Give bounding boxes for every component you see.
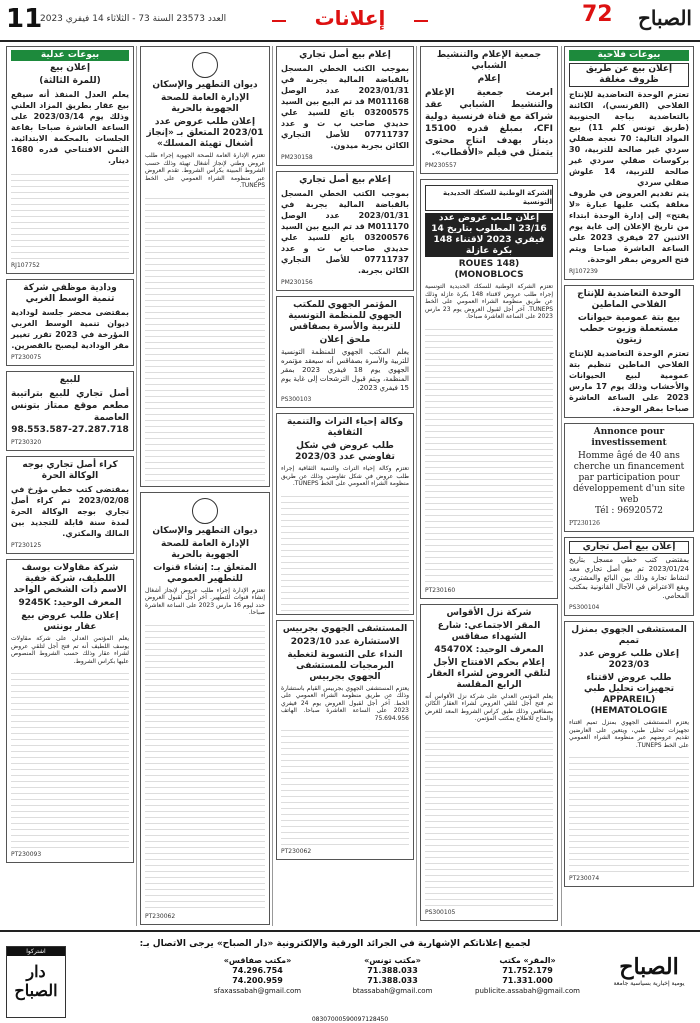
- ad-body: يتم تقديم العروض في ظروف مغلقة يكتب عليها عبارة «لا يفتح» إلى إدارة الوحدة ابتداء من تاريخ الإعلان إلى غاية يوم الاثنين 27 فيفري 2023 على الساعة العاشرة صباحا ويتم فتح العروض بمقر الوحدة.: [569, 189, 689, 264]
- ad-body: بمقتضى كتب خطي مؤرخ في 2023/02/08 تم كراء أصل تجاري بوجه الوكالة الحرة لمدة سنة قابلة للتجديد بين المالك والمكتري.: [11, 485, 129, 538]
- office-phone: 71.752.179: [502, 966, 553, 975]
- column-1: [564, 46, 694, 926]
- ad-production-unit: [564, 285, 694, 418]
- ad-investment: [564, 423, 694, 532]
- ad-phone: 98.553.587-27.287.718: [11, 425, 129, 435]
- office-hq: [465, 956, 590, 1018]
- ad-for-sale: [6, 371, 134, 451]
- office-title: «مكتب صفاقس»: [223, 956, 292, 965]
- ad-code: PT230160: [425, 586, 456, 594]
- column-divider: [416, 46, 417, 926]
- ad-body: تعتزم وكالة إحياء التراث والتنمية الثقافية إجراء طلب عروض في شكل تفاوضي وذلك عن طريق منظومة الشراء العمومي على الخط TUNEPS.: [281, 465, 409, 487]
- column-divider: [561, 46, 562, 926]
- ad-subtitle: النداء على التسوية لتغطية البرمجيات للمستشفى الجهوي بجربيس: [287, 649, 403, 682]
- ad-subtitle: المعرف الوحيد: 9245K: [18, 598, 122, 608]
- ad-code: PM230156: [281, 279, 313, 286]
- column-5: [6, 46, 134, 926]
- ad-body: تعتزم الوحدة التعاضدية للإنتاج الفلاحي (الفرنسي)، الكائنة بالتعاضدية بباجة الجنوبية (طريق تونس كلم 11) بيع المواد التالية: 70 نعجة صقلي سردي غير صالحة للتربية، 30 بركوسات صقلي سردي غير صالحة للتربية، 14 علوش صقلي سردي: [569, 90, 689, 187]
- ad-business-sale-djerba-1: [276, 46, 414, 166]
- text-block: [425, 726, 553, 906]
- column-divider: [136, 46, 137, 926]
- ad-title: بيوعات فلاحية: [569, 50, 689, 61]
- text-block: [11, 169, 129, 259]
- subscribe-tag: اشتركوا: [7, 947, 65, 956]
- office-phone: 71.388.033: [367, 976, 418, 985]
- ad-subtitle: إعلان بيع عن طريق ظروف مغلقة: [569, 63, 689, 87]
- ad-code: PT230320: [11, 439, 42, 446]
- ad-subtitle: المتعلق بـ: إنشاء قنوات للتطهير العمومي: [153, 562, 257, 584]
- ad-body: بمقتضى كتب خطي مسجل بتاريخ 2023/01/24 تم بيع أصل تجاري معد لنشاط تجارة وذلك بين البائع والمشتري، ويقع الاعتراض في الآجال القانونية بمكتب المحامي.: [569, 556, 689, 600]
- ad-title: جمعية الإعلام والتنشيط الشبابي: [436, 50, 542, 71]
- office-sfax: [195, 956, 320, 1018]
- ad-body: يعلم المكتب الجهوي للمنظمة التونسية للتربية والأسرة بصفاقس أنه سيعقد مؤتمره الجهوي يوم 18 فيفري 2023 بمقر المنظمة، ويتم قبول الترشحات إلى غاية يوم 15 فيفري 2023.: [281, 348, 409, 392]
- ad-title: الوحدة التعاضدية للإنتاج الفلاحي الماطين: [577, 289, 681, 310]
- ad-regional-congress: [276, 296, 414, 408]
- ad-body: ابرمت جمعية الإعلام والتنشيط الشبابي عقد شراكة مع قناة فرنسية دولية CFI، بمبلغ قدره 15100 دينار بهدف انتاج محتوى يتمثل في فيلم «الأقطاب».: [425, 88, 553, 158]
- ad-subtitle: (للمرة الثالثة): [39, 76, 101, 86]
- ad-phone: Tél : 96920572: [594, 506, 664, 516]
- text-block: [145, 620, 265, 910]
- ad-title: بيوعات عدلية: [11, 50, 129, 61]
- ad-title: Annonce pour investissement: [591, 427, 667, 448]
- ad-subtitle: إعلام: [477, 74, 501, 84]
- ad-judicial-sale: [6, 46, 134, 274]
- ad-railway-company: [420, 179, 558, 599]
- office-email[interactable]: sfaxassabah@gmail.com: [213, 987, 302, 995]
- ad-title: إعلام بيع أصل تجاري: [299, 50, 391, 60]
- logo-number: 72: [582, 2, 613, 27]
- ad-body: يعتزم المستشفى الجهوي بجربيس القيام باستشارة وذلك عن طريق منظومة الشراء العمومي على الخط. آخر أجل لقبول العروض يوم 24 فيفري 2023 على الساعة العاشرة صباحا. الهاتف 75.694.956: [281, 684, 409, 722]
- footer-banner: لجميع إعلاناتكم الإشهارية في الجرائد الورقية والإلكترونية «دار الصباح» يرجى الاتصال بـ:: [139, 939, 531, 949]
- ad-subtitle: بيع بتة عمومية حيوانات مستعملة وزيوت حطب زيتون: [577, 313, 681, 345]
- ad-title: وكالة إحياء التراث والتنمية الثقافية: [286, 417, 404, 438]
- ad-body: يعلم العدل المنفذ أنه سيقع بيع عقار بطريق المزاد العلني وذلك يوم 2023/03/14 على الساعة العاشرة صباحا بقاعة الجلسات بالمحكمة الابتدائية. الثمن الافتتاحي قدره 1680 دينار.: [11, 90, 130, 165]
- ad-code: PS300103: [281, 396, 312, 403]
- ad-title: كراء أصل تجاري بوجه الوكالة الحرة: [22, 460, 118, 481]
- ad-code: PS300104: [569, 604, 600, 611]
- ad-subtitle: إعلان طلب عروض عدد 2023/03: [578, 649, 680, 670]
- logo-name: الصباح: [637, 6, 692, 30]
- ad-contracting-company: [6, 559, 134, 863]
- text-block: [281, 725, 409, 845]
- ad-title: ديوان التطهير والإسكان: [152, 525, 258, 536]
- ad-subtitle: طلب عروض في شكل تفاوضي عدد 2023/03: [295, 441, 395, 462]
- ad-code: PT230126: [569, 520, 600, 527]
- text-block: [425, 324, 553, 584]
- ad-subtitle: ملحق إعلان: [319, 335, 371, 345]
- ad-body: تعتزم الوحدة التعاضدية للإنتاج الفلاحي الماطين تنظيم بتة عمومية لبيع الحيوانات والأخشاب وذلك يوم 17 مارس 2023 على الساعة العاشرة صباحا بمقر الوحدة.: [569, 349, 689, 413]
- ad-subtitle: المعرف الوحيد: 45470X: [434, 644, 544, 655]
- ad-body: Homme âgé de 40 ans cherche un financement par participation pour développement d'un site web: [573, 451, 685, 505]
- ad-staff-association: [6, 279, 134, 366]
- ad-code: PT230074: [569, 875, 600, 882]
- ad-youth-association: [420, 46, 558, 174]
- ad-title: شركة مقاولات يوسف اللطيف، شركة خفية الاسم ذات الشخص الواحد: [13, 563, 127, 595]
- ad-code: RJ107752: [11, 262, 40, 269]
- office-phone: 71.331.000: [502, 976, 553, 985]
- footer-logo-left-name: دار الصباح: [14, 962, 58, 1000]
- ad-title: للبيع: [59, 375, 81, 385]
- section-title: إعلانات: [290, 6, 410, 30]
- ad-code: PT230093: [11, 851, 42, 858]
- office-email[interactable]: btassabah@gmail.com: [352, 987, 433, 995]
- footer-logo-left: [6, 946, 66, 1018]
- ad-code: PT230062: [281, 848, 312, 855]
- ad-code: PT230062: [145, 912, 176, 920]
- ad-body: يعتزم المستشفى الجهوي بمنزل تميم اقتناء تجهيزات تحليل طبي، ويتعين على العارضين تقديم عروضهم عبر منظومة الشراء العمومي على الخط TUNEPS.: [569, 719, 689, 749]
- emblem-icon: [192, 498, 218, 524]
- ad-body: تعتزم الشركة الوطنية للسكك الحديدية التونسية إجراء طلب عروض لاقتناء 148 بكرة عازلة وذلك عن طريق منظومة الشراء العمومي على الخط TUNEPS. آخر أجل لقبول العروض يوم 23 مارس 2023 على الساعة العاشرة صباحا.: [425, 283, 554, 320]
- footer-logo-right: [604, 954, 694, 1018]
- office-phone: 74.200.959: [232, 976, 283, 985]
- page-footer: [0, 930, 700, 1023]
- ad-title: شركة نزل الأقواس: [446, 607, 532, 618]
- ad-sanitation-office-2: [140, 492, 270, 925]
- ad-hotel-company: [420, 604, 558, 921]
- ad-subtitle: (148 ROUES MONOBLOCS): [454, 259, 524, 280]
- office-email[interactable]: publicite.assabah@gmail.com: [475, 987, 580, 995]
- ad-code: PM230557: [425, 162, 457, 169]
- ad-subtitle: إعلان طلب عروض بيع عقار بونتس: [21, 611, 119, 632]
- ad-code: PT230125: [11, 542, 42, 549]
- ad-title: إعلان طلب عروض عدد 23/16 المطلوب بتاريخ 14 فيفري 2023 لاقتناء 148 بكرة عازلة: [425, 213, 553, 257]
- footer-logo-tagline: يومية إخبارية بسياسية جامعة: [613, 980, 685, 987]
- bank-account: 08307000590097128450: [311, 1016, 389, 1023]
- ad-code: RJ107239: [569, 268, 598, 275]
- column-3: [276, 46, 414, 926]
- text-block: [281, 491, 409, 611]
- ad-body: بموجب الكتب الخطي المسجل بالقباضة المالية بجربة في 2023/01/31 عدد الوصل M011168 قد تم البيع بين السيد 03200575 بائع للسيد علي حديدي صاحب ب ت و عدد 07711737 للأصل التجاري الكائن بجربة ميدون.: [281, 64, 409, 150]
- ad-body: بمقتضى محضر جلسة لودادية ديوان تنمية الوسط الغربي المؤرخة في 2023 تقرر تغيير مقر الودادية ليصبح بالقصرين.: [11, 308, 129, 350]
- ad-sanitation-office-1: [140, 46, 270, 487]
- emblem-icon: [192, 52, 218, 78]
- ad-title: ودادية موظفي شركة تنمية الوسط الغربي: [23, 283, 117, 304]
- ad-heritage-agency: [276, 413, 414, 615]
- ad-business-sale-djerba-2: [276, 171, 414, 291]
- ad-subtitle: الإدارة العامة للصحة الجهوية بالحرية: [160, 538, 250, 560]
- text-block: [145, 193, 265, 483]
- office-phone: 74.296.754: [232, 966, 283, 975]
- ad-business-sale: [564, 537, 694, 616]
- issue-line: العدد 23573 السنة 73 - الثلاثاء 14 فيفري 2023: [40, 14, 227, 24]
- ad-title: المؤتمر الجهوي للمكتب الجهوي للمنظمة التونسية للتربية والأسرة بصفاقس: [288, 300, 402, 332]
- ad-body: تعتزم الإدارة العامة للصحة الجهوية إجراء طلب عروض وطني لإنجاز أشغال تهيئة وذلك حسب الشروط المبينة بكراس الشروط. تقدم العروض عبر منظومة الشراء العمومي على الخط TUNEPS.: [145, 152, 265, 189]
- ad-subtitle: الاستشارة عدد 2023/10: [290, 636, 400, 647]
- column-4: [140, 46, 270, 926]
- footer-logo-name: الصباح: [619, 954, 679, 980]
- ad-agricultural-sales: [564, 46, 694, 280]
- masthead-logo: [582, 2, 692, 38]
- column-divider: [272, 46, 273, 926]
- office-tunis: [330, 956, 455, 1018]
- ad-title: المستشفى الجهوي بمنزل تميم: [571, 625, 687, 646]
- ad-title: ديوان التطهير والإسكان: [152, 80, 258, 90]
- ad-business-rental: [6, 456, 134, 554]
- ad-hospital-menzel-temime: [564, 621, 694, 887]
- page-number: 11: [6, 4, 43, 34]
- ad-title: المستشفى الجهوي بجربيس: [282, 623, 408, 634]
- railway-logo-icon: الشركة الوطنية للسكك الحديدية التونسية: [425, 185, 553, 211]
- ad-code: PT230075: [11, 354, 42, 361]
- ad-subtitle: طلب عروض لاقتناء تجهيزات تحليل طبي (APPAREIL HEMATOLOGIE): [584, 673, 674, 716]
- ad-hospital-zarzis: [276, 620, 414, 861]
- text-block: [11, 668, 129, 848]
- ad-subtitle: المقر الاجتماعي: شارع الشهداء صفاقس: [437, 620, 541, 642]
- ad-subtitle: الإدارة العامة للصحة الجهوية بالحرية: [160, 93, 250, 114]
- office-title: «مكتب تونس»: [364, 956, 421, 965]
- page-header: [0, 0, 700, 42]
- ad-body: أصل تجاري للبيع بتراتيبة مطعم موقع ممتاز بتونس العاصمة: [11, 389, 129, 423]
- ad-title: إعلان بيع أصل تجاري: [569, 541, 689, 554]
- ad-title: إعلام بيع أصل تجاري: [299, 175, 391, 185]
- column-2: [420, 46, 558, 926]
- text-block: [569, 752, 689, 872]
- office-title: «المقر» مكتب: [499, 956, 556, 965]
- office-phone: 71.388.033: [367, 966, 418, 975]
- ad-subtitle: إعلام بحكم الافتتاح الأجل لتلقي العروض لشراء العقار الرابع المقلسة: [427, 657, 551, 690]
- ad-body: تعتزم الإدارة إجراء طلب عروض لإنجاز أشغال إنشاء قنوات للتطهير. آخر أجل لقبول العروض حدد ليوم 16 مارس 2023 على الساعة العاشرة صباحا.: [145, 586, 266, 616]
- ad-code: PM230158: [281, 154, 313, 161]
- ad-body: يعلم المؤتمن العدلي على شركة مقاولات يوسف اللطيف أنه تم فتح أجل لتلقي عروض لشراء عقار وذلك حسب الشروط المنصوص عليها بكراس الشروط.: [11, 635, 129, 665]
- ad-subtitle: إعلان بيع: [49, 63, 91, 73]
- ad-body: بموجب الكتب الخطي المسجل بالقباضة المالية بجربة في 2023/01/31 عدد الوصل M011170 قد تم البيع بين السيد 03200576 بائع للسيد علي حديدي صاحب ب ت و عدد 07711737 للأصل التجاري الكائن بجربة.: [281, 189, 409, 275]
- ad-code: PS300105: [425, 908, 456, 916]
- ad-body: يعلم المؤتمن العدلي على شركة نزل الأقواس أنه تم فتح أجل لتلقي العروض لشراء العقار الكائن بصفاقس وذلك طبق كراس الشروط المعد للغرض والمتاح للاطلاع بمكتب المؤتمن.: [425, 692, 553, 722]
- ad-subtitle: إعلان طلب عروض عدد 2023/01 المتعلق بـ «إنجاز أشغال تهيئة المسلك»: [146, 117, 264, 149]
